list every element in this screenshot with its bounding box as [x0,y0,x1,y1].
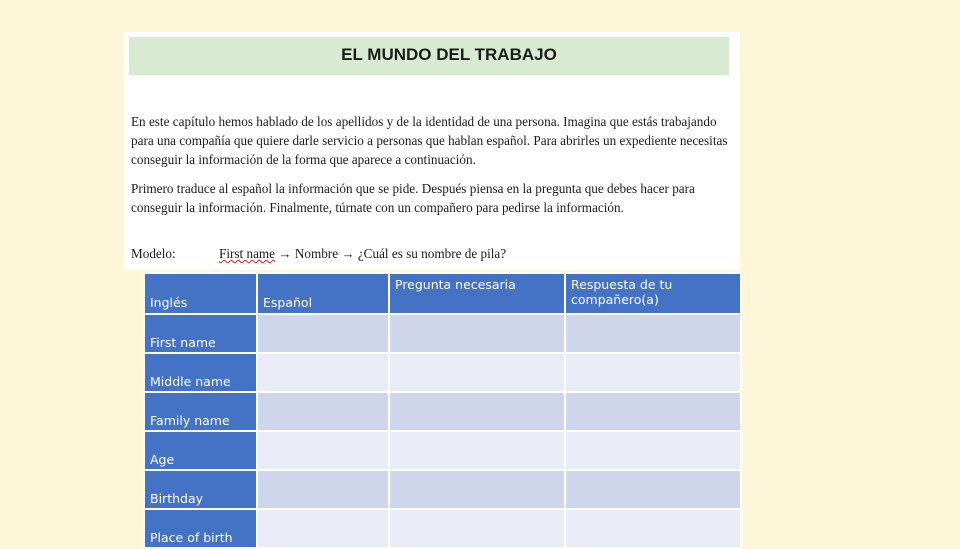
page-title: EL MUNDO DEL TRABAJO [341,45,557,64]
respuesta-cell[interactable] [565,392,741,431]
pregunta-cell[interactable] [389,470,565,509]
pregunta-cell[interactable] [389,509,565,548]
translation-table [143,272,742,549]
table-row [144,314,741,353]
header-espanol: Español [257,273,389,314]
table-row [144,509,741,548]
table-row [144,470,741,509]
table-row [144,431,741,470]
respuesta-cell[interactable] [565,509,741,548]
respuesta-cell[interactable] [565,470,741,509]
pregunta-cell[interactable] [389,353,565,392]
title-band [129,37,729,75]
espanol-cell[interactable] [257,470,389,509]
intro-paragraph: En este capítulo hemos hablado de los apellidos y de la identidad de una persona. Imagina que estás trabajando para una compañía que quiere darle servicio a personas que hablan español. Para abrirles un expediente necesitas conseguir la información de la forma que aparece a continuación. [131,114,728,167]
respuesta-cell[interactable] [565,314,741,353]
row-label-age: Age [144,431,257,470]
table-header-row [144,273,741,314]
model-translation: → Nombre → ¿Cuál es su nombre de pila? [275,246,507,261]
header-ingles: Inglés [144,273,257,314]
pregunta-cell[interactable] [389,392,565,431]
pregunta-cell[interactable] [389,431,565,470]
row-label-place-of-birth: Place of birth [144,509,257,548]
row-label-first-name: First name [144,314,257,353]
espanol-cell[interactable] [257,353,389,392]
espanol-cell[interactable] [257,392,389,431]
model-term: First name [219,246,276,261]
model-label: Modelo: [131,246,176,261]
instructions-paragraph: Primero traduce al español la información que se pide. Después piensa en la pregunta que debes hacer para conseguir la información. Finalmente, túrnate con un compañero para pedirse la información. [131,181,695,215]
table-row [144,353,741,392]
table-row [144,392,741,431]
model-example [131,246,731,262]
row-label-birthday: Birthday [144,470,257,509]
respuesta-cell[interactable] [565,431,741,470]
espanol-cell[interactable] [257,509,389,548]
row-label-middle-name: Middle name [144,353,257,392]
header-pregunta: Pregunta necesaria [389,273,565,314]
header-respuesta: Respuesta de tu compañero(a) [565,273,741,314]
pregunta-cell[interactable] [389,314,565,353]
espanol-cell[interactable] [257,431,389,470]
instructions-document [124,32,740,270]
row-label-family-name: Family name [144,392,257,431]
espanol-cell[interactable] [257,314,389,353]
respuesta-cell[interactable] [565,353,741,392]
